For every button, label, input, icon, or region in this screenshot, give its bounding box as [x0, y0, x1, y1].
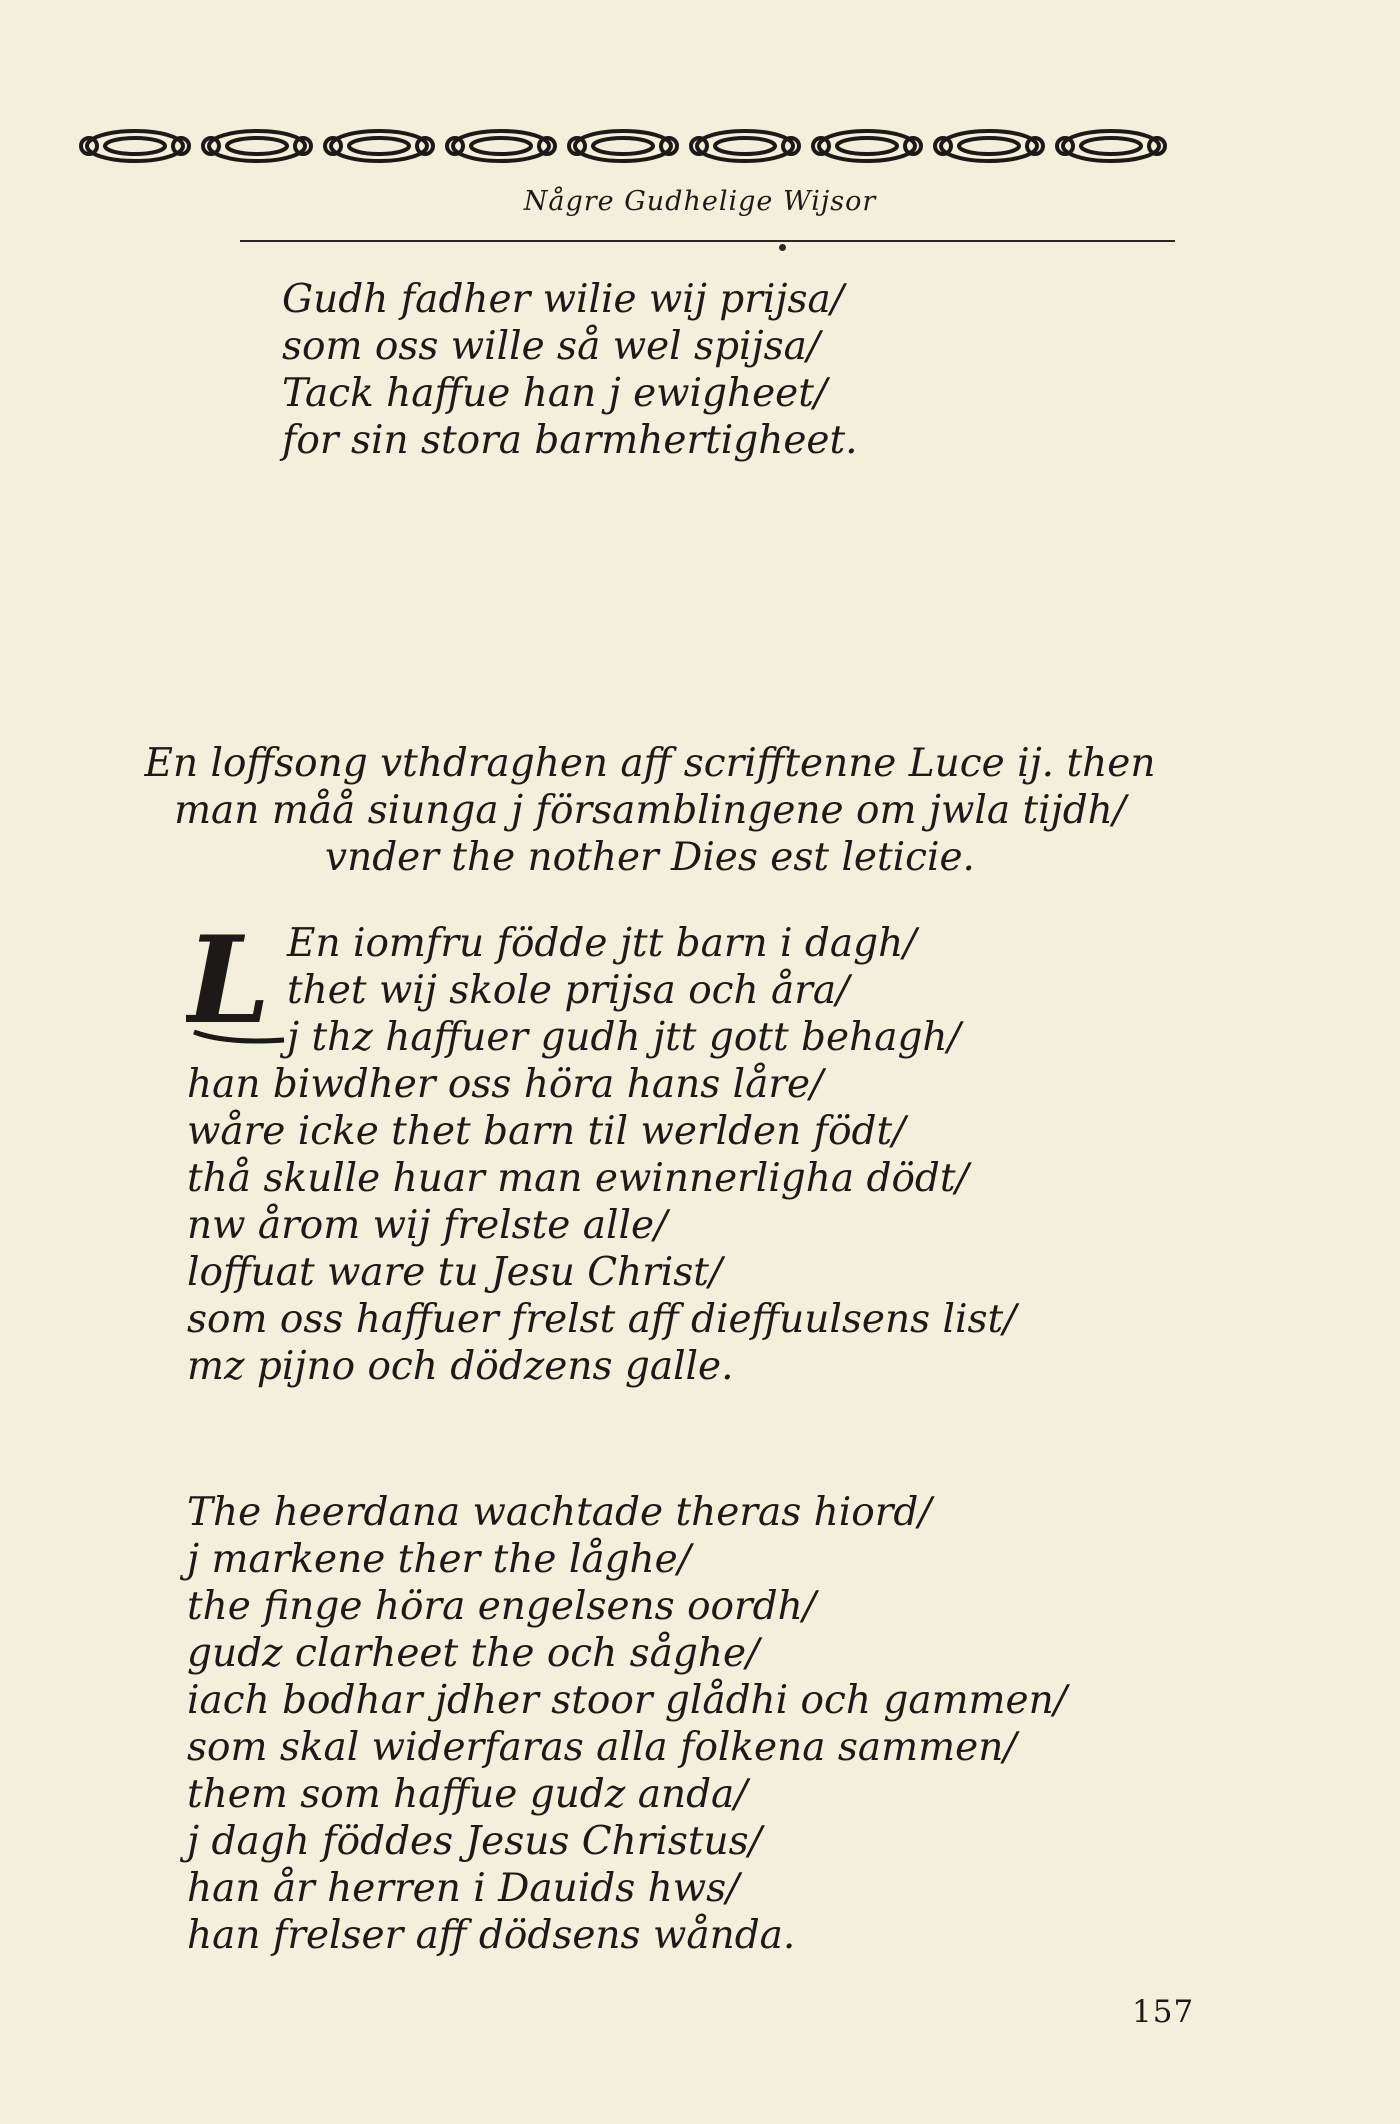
ornamental-border — [75, 123, 1175, 169]
stanza-top — [282, 276, 858, 464]
verse-line: han år herren i Dauids hws/ — [187, 1866, 740, 1911]
verse-line: han frelser aff dödsens wånda. — [187, 1913, 796, 1958]
verse-line: loffuat ware tu Jesu Christ/ — [187, 1250, 723, 1295]
verse-line: The heerdana wachtade theras hiord/ — [187, 1490, 932, 1535]
verse-line: nw årom wij frelste alle/ — [187, 1203, 668, 1248]
dropcap-letter: L — [186, 922, 271, 1050]
verse-line: wåre icke thet barn til werlden födt/ — [187, 1109, 906, 1154]
verse-line: som oss wille så wel spijsa/ — [282, 324, 821, 369]
page-number: 157 — [1132, 1994, 1195, 2030]
verse-line: thet wij skole prijsa och åra/ — [287, 968, 850, 1013]
heading-line: vnder the nother Dies est leticie. — [325, 835, 975, 880]
verse-line: iach bodhar jdher stoor glådhi och gammen/ — [187, 1678, 1067, 1723]
heading-line: En loffsong vthdraghen aff scrifftenne Luce ij. then — [144, 741, 1156, 786]
verse-line: Tack haffue han j ewigheet/ — [282, 371, 828, 416]
verse-line: j dagh föddes Jesus Christus/ — [187, 1819, 762, 1864]
rule-dot — [779, 244, 786, 251]
verse-line: som oss haffuer frelst aff dieffuulsens list/ — [187, 1297, 1017, 1342]
verse-line: gudz clarheet the och såghe/ — [187, 1631, 760, 1676]
verse-line: for sin stora barmhertigheet. — [282, 418, 858, 463]
verse-line: them som haffue gudz anda/ — [187, 1772, 748, 1817]
verse-line: j thz haffuer gudh jtt gott behagh/ — [287, 1015, 961, 1060]
verse-line: En iomfru födde jtt barn i dagh/ — [287, 921, 917, 966]
stanza-hymn — [187, 920, 1016, 1390]
stanza-third — [187, 1489, 1067, 1959]
verse-line: han biwdher oss höra hans låre/ — [187, 1062, 824, 1107]
verse-line: som skal widerfaras alla folkena sammen/ — [187, 1725, 1017, 1770]
verse-line: Gudh fadher wilie wij prijsa/ — [282, 277, 844, 322]
running-head: Någre Gudhelige Wijsor — [523, 186, 877, 217]
verse-line: mz pijno och dödzens galle. — [187, 1344, 734, 1389]
verse-line: the finge höra engelsens oordh/ — [187, 1584, 816, 1629]
hymn-heading — [95, 740, 1205, 881]
verse-line: thå skulle huar man ewinnerligha dödt/ — [187, 1156, 969, 1201]
header-rule — [240, 240, 1175, 242]
ornament-chain-icon — [75, 123, 1175, 169]
verse-line: j markene ther the låghe/ — [187, 1537, 691, 1582]
heading-line: man måå siunga j församblingene om jwla tijdh/ — [174, 788, 1126, 833]
